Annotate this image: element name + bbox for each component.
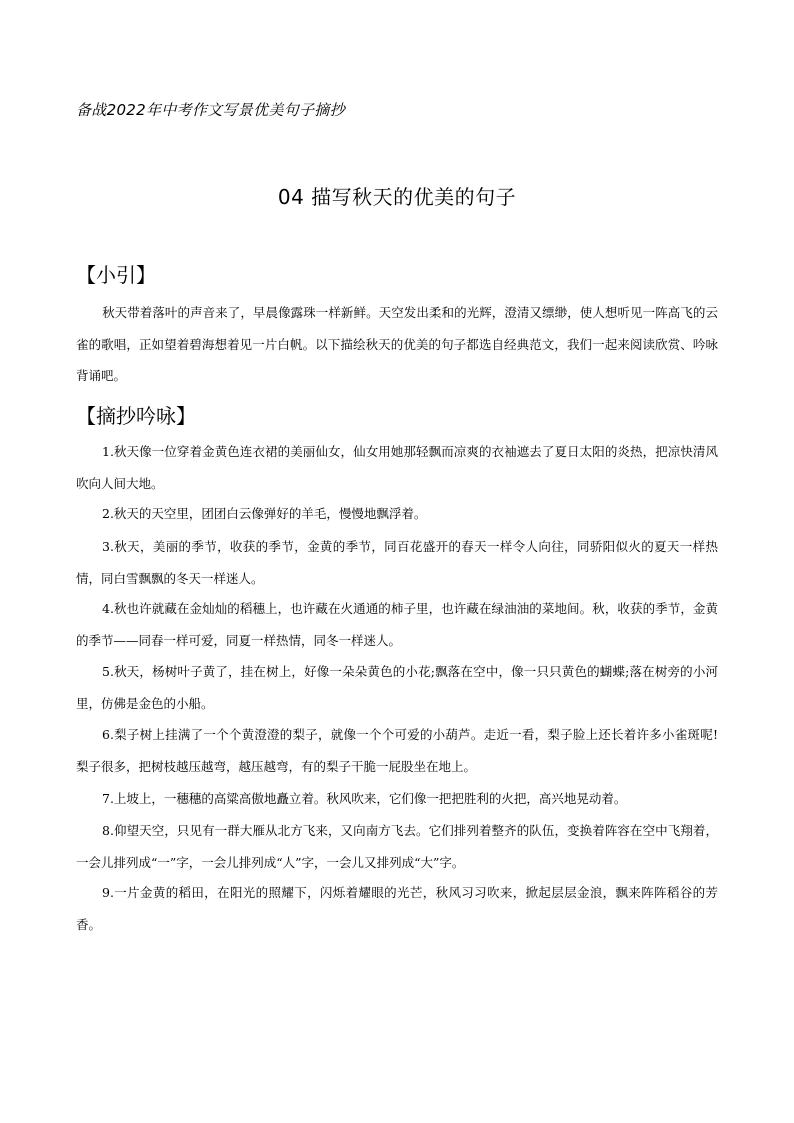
- list-item-text: 3.秋天，美丽的季节，收获的季节，金黄的季节，同百花盛开的春天一样令人向往，同骄阳似火的夏天一样热情，同白雪飘飘的冬天一样迷人。: [76, 539, 718, 586]
- intro-paragraph-text: 秋天带着落叶的声音来了，早晨像露珠一样新鲜。天空发出柔和的光辉，澄清又缥缈，使人想听见一阵高飞的云雀的歌唱，正如望着碧海想着见一片白帆。以下描绘秋天的优美的句子都选自经典范文，我们一起来阅读欣赏、吟咏背诵吧。: [76, 305, 718, 383]
- list-item-text: 6.梨子树上挂满了一个个黄澄澄的梨子，就像一个个可爱的小葫芦。走近一看，梨子脸上还长着许多小雀斑呢!梨子很多，把树枝越压越弯，越压越弯，有的梨子干脆一屁股坐在地上。: [76, 727, 718, 774]
- intro-paragraph: [76, 297, 718, 392]
- document-header: 备战2022年中考作文写景优美句子摘抄: [76, 101, 345, 119]
- list-item-text: 9.一片金黄的稻田，在阳光的照耀下，闪烁着耀眼的光芒，秋风习习吹来，掀起层层金浪，飘来阵阵稻谷的芳香。: [76, 885, 718, 932]
- list-item: [76, 593, 718, 656]
- page-title: 04 描写秋天的优美的句子: [277, 185, 517, 209]
- list-item: [76, 498, 718, 530]
- list-item: [76, 656, 718, 719]
- list-item-text: 4.秋也许就藏在金灿灿的稻穗上，也许藏在火通通的柿子里，也许藏在绿油油的菜地间。秋，收获的季节，金黄的季节——同春一样可爱，同夏一样热情，同冬一样迷人。: [76, 601, 718, 648]
- list-item: [76, 877, 718, 940]
- list-item: [76, 436, 718, 499]
- list-item: [76, 815, 718, 878]
- list-item-text: 7.上坡上，一穗穗的高粱高傲地矗立着。秋风吹来，它们像一把把胜利的火把，高兴地晃动着。: [102, 791, 627, 806]
- list-item-text: 1.秋天像一位穿着金黄色连衣裙的美丽仙女，仙女用她那轻飘而凉爽的衣袖遮去了夏日太阳的炎热，把凉快清风吹向人间大地。: [76, 444, 718, 491]
- section-heading-excerpts: 【摘抄吟咏】: [76, 404, 196, 428]
- list-item-text: 2.秋天的天空里，团团白云像弹好的羊毛，慢慢地飘浮着。: [102, 506, 427, 521]
- list-item: [76, 719, 718, 782]
- list-item: [76, 783, 718, 815]
- list-item-text: 8.仰望天空，只见有一群大雁从北方飞来，又向南方飞去。它们排列着整齐的队伍，变换着阵容在空中飞翔着，一会儿排列成“一”字，一会儿排列成“人”字，一会儿又排列成“大”字。: [76, 823, 718, 870]
- list-item-text: 5.秋天，杨树叶子黄了，挂在树上，好像一朵朵黄色的小花;飘落在空中，像一只只黄色的蝴蝶;落在树旁的小河里，仿佛是金色的小船。: [76, 664, 718, 711]
- section-heading-intro: 【小引】: [76, 263, 156, 287]
- list-item: [76, 531, 718, 594]
